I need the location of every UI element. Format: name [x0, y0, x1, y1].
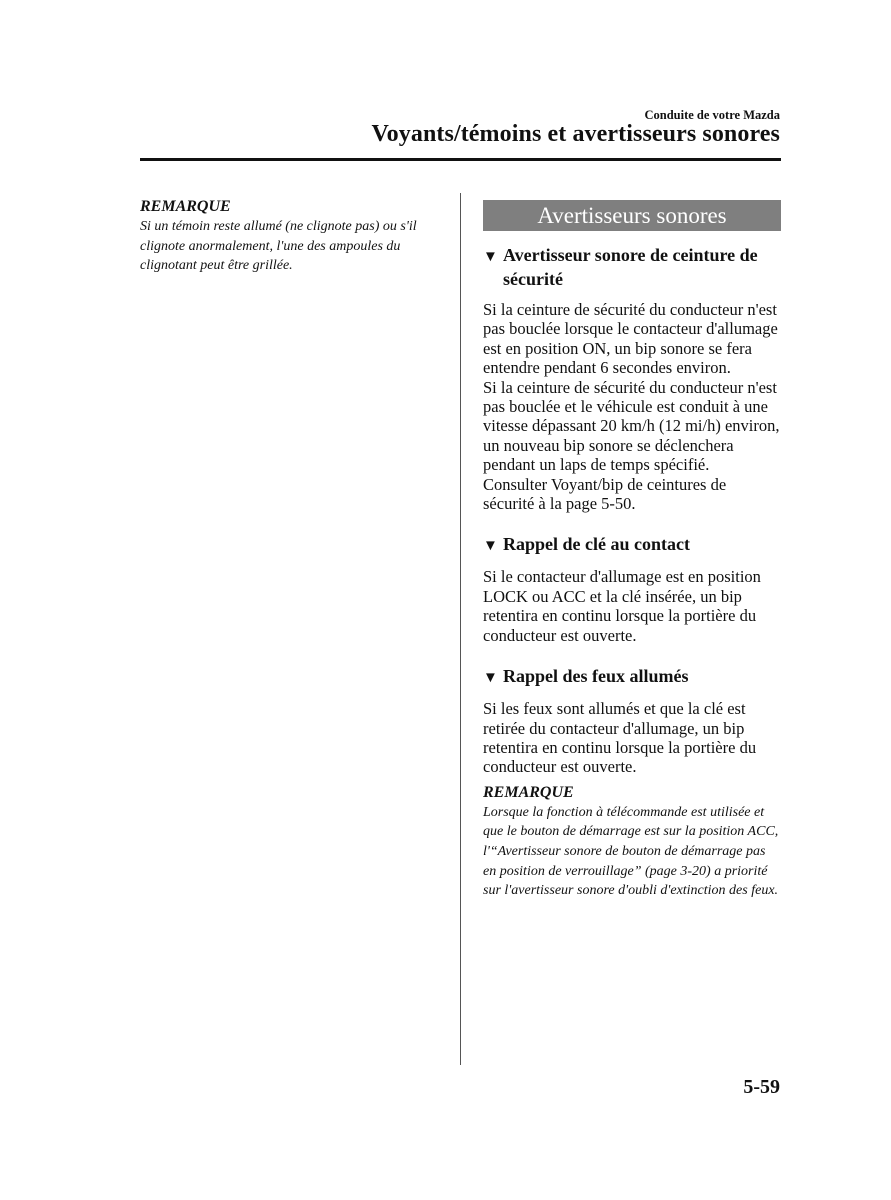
header-rule	[140, 158, 781, 161]
subsection-body	[483, 567, 781, 645]
note-text: Lorsque la fonction à télécommande est utilisée et que le bouton de démarrage est sur la position ACC, l'“Avertisseur sonore de bouton de démarrage pas en position de verrouillage” (page 3-20) a priorité sur l'avertisseur sonore d'oubli d'extinction des feux.	[483, 804, 779, 899]
triangle-down-icon: ▼	[483, 670, 498, 687]
left-column	[140, 197, 445, 276]
subsection-seatbelt	[483, 244, 781, 513]
subsection-heading	[483, 665, 781, 689]
page-title: Voyants/témoins et avertisseurs sonores	[371, 121, 780, 147]
right-column	[483, 200, 781, 901]
subsection-lights-reminder	[483, 665, 781, 777]
paragraph: Si la ceinture de sécurité du conducteur n'est pas bouclée et le véhicule est conduit à une vitesse dépassant 20 km/h (12 mi/h) environ, un nouveau bip sonore se déclenchera pendant un laps de temps spécifié.	[483, 377, 780, 475]
subsection-body	[483, 699, 781, 777]
triangle-down-icon: ▼	[483, 249, 498, 265]
note-title: REMARQUE	[140, 198, 231, 215]
paragraph: Si le contacteur d'allumage est en position LOCK ou ACC et la clé insérée, un bip retentira en continu lorsque la portière du conducteur est ouverte.	[483, 567, 761, 645]
section-banner: Avertisseurs sonores	[483, 200, 781, 231]
subsection-key-reminder	[483, 533, 781, 645]
subsection-heading	[483, 244, 781, 290]
right-note	[483, 783, 781, 901]
note-title: REMARQUE	[483, 783, 574, 801]
subsection-heading-text: Rappel des feux allumés	[503, 666, 689, 687]
subsection-heading-text: Avertisseur sonore de ceinture de sécurité	[503, 245, 758, 289]
paragraph: Si les feux sont allumés et que la clé est retirée du contacteur d'allumage, un bip retentira en continu lorsque la portière du conducteur est ouverte.	[483, 699, 757, 777]
subsection-heading	[483, 533, 781, 557]
note-text: Si un témoin reste allumé (ne clignote pas) ou s'il clignote anormalement, l'une des ampoules du clignotant peut être grillée.	[140, 219, 417, 273]
triangle-down-icon: ▼	[483, 538, 498, 555]
header-chapter: Conduite de votre Mazda	[644, 108, 780, 122]
subsection-heading-text: Rappel de clé au contact	[503, 534, 690, 555]
subsection-body	[483, 300, 781, 513]
paragraph: Consulter Voyant/bip de ceintures de sécurité à la page 5-50.	[483, 474, 727, 514]
column-divider	[460, 193, 461, 1065]
page-number: 5-59	[743, 1076, 780, 1098]
paragraph: Si la ceinture de sécurité du conducteur n'est pas bouclée lorsque le contacteur d'allumage est en position ON, un bip sonore se fera entendre pendant 6 secondes environ.	[483, 300, 778, 378]
